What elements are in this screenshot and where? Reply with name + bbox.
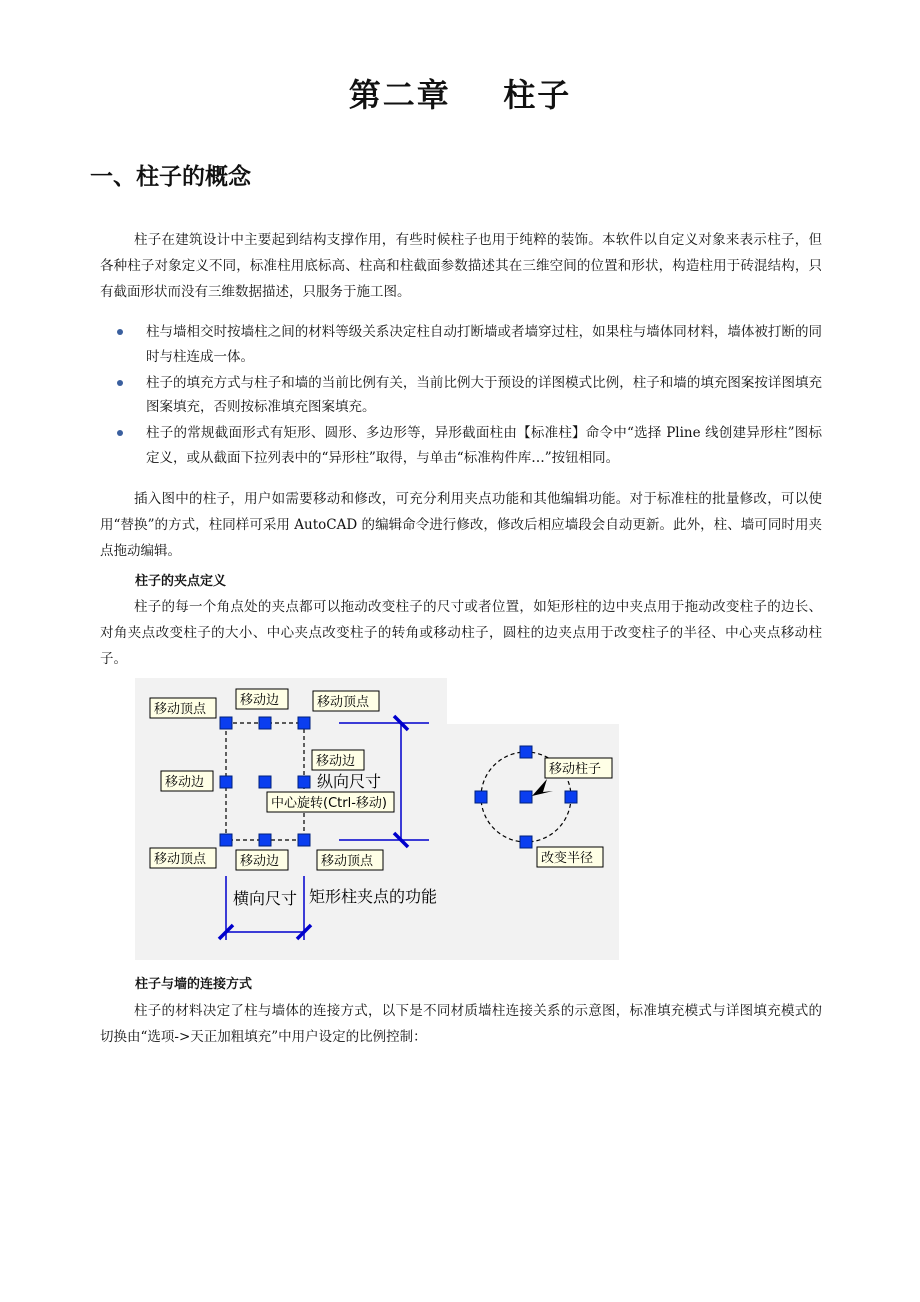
grip-diagram-svg [135,678,619,960]
list-item: 柱子的常规截面形式有矩形、圆形、多边形等，异形截面柱由【标准柱】命令中“选择 Pline 线创建异形柱”图标定义，或从截面下拉列表中的“异形柱”取得，与单击“标准构件库…”按钮相同。 [100,421,822,470]
grip-vertex [298,834,310,846]
svg-text:中心旋转(Ctrl-移动): 中心旋转(Ctrl-移动) [271,796,387,811]
wall-heading: 柱子与墙的连接方式 [135,977,253,992]
grip-edge [259,834,271,846]
label-move-vertex-bottom-right [317,850,383,870]
label-move-edge-right [312,750,364,770]
insert-paragraph: 插入图中的柱子，用户如需要移动和修改，可充分利用夹点功能和其他编辑功能。对于标准柱的批量修改，可以使用“替换”的方式，柱同样可采用 AutoCAD 的编辑命令进行修改，修改后相应墙段会自动更新。此外，柱、墙可同时用夹点拖动编辑。 [100,491,822,559]
svg-text:改变半径: 改变半径 [541,851,594,866]
grip-edge [520,836,532,848]
grip-edge [298,776,310,788]
svg-text:移动边: 移动边 [165,775,205,790]
svg-text:移动边: 移动边 [240,693,280,708]
label-move-vertex-bottom-left [150,848,216,868]
chapter-title: 第二章 柱子 [348,76,572,114]
grip-diagram [135,678,619,960]
grip-edge [520,746,532,758]
label-rect-caption: 矩形柱夹点的功能 [309,887,438,906]
wall-paragraph: 柱子的材料决定了柱与墙体的连接方式，以下是不同材质墙柱连接关系的示意图，标准填充模式与详图填充模式的切换由“选项->天正加粗填充”中用户设定的比例控制： [100,1003,822,1045]
label-move-edge-top [236,689,288,709]
label-move-edge-left [161,771,213,791]
list-item: 柱与墙相交时按墙柱之间的材料等级关系决定柱自动打断墙或者墙穿过柱，如果柱与墙体同材料，墙体被打断的同时与柱连成一体。 [100,320,822,369]
bullet-list [100,320,822,472]
intro-paragraph: 柱子在建筑设计中主要起到结构支撑作用，有些时候柱子也用于纯粹的装饰。本软件以自定义对象来表示柱子，但各种柱子对象定义不同，标准柱用底标高、柱高和柱截面参数描述其在三维空间的位置和形状，构造柱用于砖混结构，只有截面形状而没有三维数据描述，只服务于施工图。 [100,232,822,300]
label-move-vertex-top-left [150,698,216,718]
bullet-icon [117,430,123,436]
label-move-column [545,758,612,778]
grip-paragraph: 柱子的每一个角点处的夹点都可以拖动改变柱子的尺寸或者位置，如矩形柱的边中夹点用于拖动改变柱子的边长、对角夹点改变柱子的大小、中心夹点改变柱子的转角或移动柱子，圆柱的边夹点用于改变柱子的半径、中心夹点移动柱子。 [100,599,822,667]
svg-text:移动顶点: 移动顶点 [321,854,374,869]
label-center-rotate [267,792,394,812]
svg-text:移动顶点: 移动顶点 [154,702,207,717]
grip-vertex [220,834,232,846]
grip-heading: 柱子的夹点定义 [135,574,227,589]
grip-edge [259,717,271,729]
bullet-icon [117,380,123,386]
label-vertical-size: 纵向尺寸 [317,772,382,791]
grip-center [259,776,271,788]
label-change-radius [537,847,603,867]
svg-text:移动顶点: 移动顶点 [317,695,370,710]
grip-vertex [298,717,310,729]
svg-text:移动边: 移动边 [240,854,280,869]
grip-edge [565,791,577,803]
grip-center [520,791,532,803]
grip-edge [475,791,487,803]
label-move-edge-bottom [236,850,288,870]
label-horizontal-size: 横向尺寸 [233,889,298,908]
label-move-vertex-top-right [313,691,379,711]
bullet-icon [117,329,123,335]
svg-text:移动边: 移动边 [316,754,356,769]
grip-edge [220,776,232,788]
grip-vertex [220,717,232,729]
section-title: 一、柱子的概念 [90,164,251,190]
svg-text:移动顶点: 移动顶点 [154,852,207,867]
svg-text:移动柱子: 移动柱子 [549,762,602,777]
list-item: 柱子的填充方式与柱子和墙的当前比例有关，当前比例大于预设的详图模式比例，柱子和墙的填充图案按详图填充图案填充，否则按标准填充图案填充。 [100,371,822,420]
